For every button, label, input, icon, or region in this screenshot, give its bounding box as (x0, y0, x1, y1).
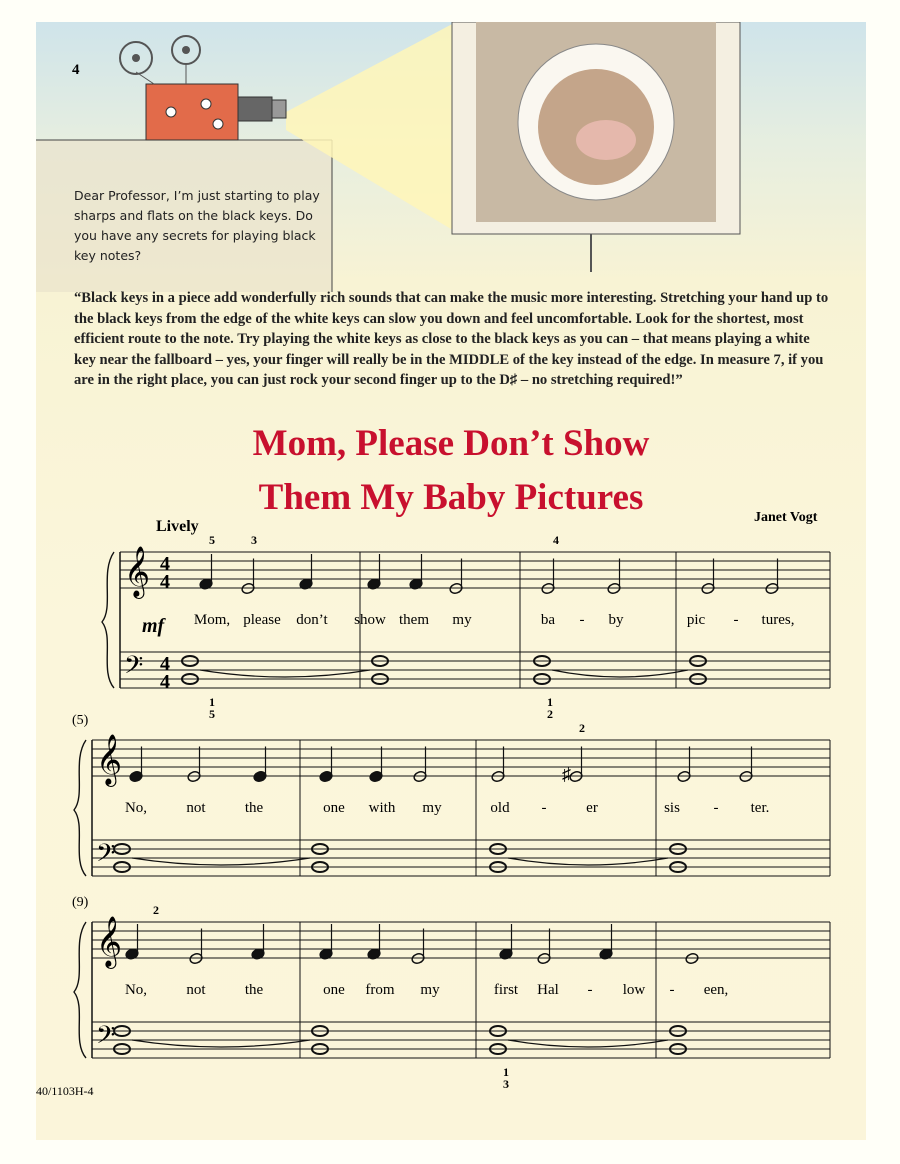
measure-number: (9) (72, 895, 89, 910)
fingering-number: 1 (547, 695, 553, 709)
fingering-number: 2 (153, 903, 159, 917)
grand-staff-brace (74, 740, 86, 876)
lyric-syllable: tures, (761, 612, 795, 628)
lyric-syllable: - (587, 982, 593, 998)
lyric-syllable: - (669, 982, 675, 998)
professor-answer: “Black keys in a piece add wonderfully rich sounds that can make the music more interesting. Stretching your hand up to the black keys from the edge of the white keys can slow you down and feel uncomfortable. Look for the shortest, most efficient route to the note. Try playing the white keys as close to the black keys as you can – that means playing a white key near the fallboard – yes, your finger will really be in the MIDDLE of the key instead of the edge. In measure 7, if you are in the right place, you can just rock your second finger up to the D♯ – no stretching required!” (74, 290, 829, 388)
letter-to-professor: Dear Professor, I’m just starting to play sharps and flats on the black keys. Do you have any secrets for playing black key notes? (74, 188, 320, 263)
lyric-syllable: een, (703, 982, 729, 998)
lyric-syllable: my (420, 982, 440, 998)
time-signature-bottom: 4 (160, 571, 170, 593)
fingering-number: 2 (547, 707, 553, 721)
bass-clef-icon: 𝄢 (124, 652, 144, 685)
fingering-number: 2 (579, 721, 585, 735)
lyric-syllable: No, (124, 982, 148, 998)
lyric-syllable: sis (664, 800, 680, 816)
lyric-syllable: my (452, 612, 472, 628)
sharp-accidental: ♯ (562, 764, 571, 784)
lyric-syllable: by (608, 612, 624, 628)
dynamic-marking: mf (142, 615, 165, 637)
book-page (36, 22, 866, 1140)
fingering-number: 5 (209, 533, 215, 547)
fingering-number: 1 (503, 1065, 509, 1079)
lyric-syllable: ba (540, 612, 556, 628)
grand-staff-brace (102, 552, 114, 688)
music-score (36, 22, 866, 1140)
fingering-number: 5 (209, 707, 215, 721)
fingering-number: 3 (503, 1077, 509, 1091)
lyric-syllable: please (243, 612, 281, 628)
lyric-syllable: from (365, 982, 395, 998)
lyric-syllable: - (579, 612, 585, 628)
tie (132, 858, 310, 865)
lyric-syllable: them (399, 612, 429, 628)
fingering-number: 3 (251, 533, 257, 547)
time-signature-top: 4 (160, 653, 170, 675)
lyric-syllable: No, (124, 800, 148, 816)
composer: Janet Vogt (754, 510, 818, 525)
publication-code: 40/1103H-4 (36, 1084, 94, 1098)
song-title-line-1: Mom, Please Don’t Show (252, 423, 650, 464)
tempo-marking: Lively (156, 518, 199, 535)
song-title-line-2: Them My Baby Pictures (258, 477, 644, 518)
treble-clef-icon: 𝄞 (96, 735, 123, 784)
lyric-syllable: old (490, 800, 510, 816)
grand-staff-brace (74, 922, 86, 1058)
lyric-syllable: show (354, 612, 386, 628)
lyric-syllable: my (422, 800, 442, 816)
lyric-syllable: with (368, 800, 396, 816)
lyric-syllable: - (733, 612, 739, 628)
lyric-syllable: one (323, 982, 345, 998)
lyric-syllable: - (713, 800, 719, 816)
tie (552, 670, 688, 677)
tie (200, 670, 370, 677)
lyric-syllable: the (244, 800, 264, 816)
lyric-syllable: Mom, (193, 612, 231, 628)
tie (508, 1040, 668, 1047)
lyric-syllable: pic (686, 612, 706, 628)
measure-number: (5) (72, 713, 89, 728)
treble-clef-icon: 𝄞 (96, 917, 123, 966)
lyric-syllable: first (493, 982, 519, 998)
lyric-syllable: one (323, 800, 345, 816)
fingering-number: 4 (553, 533, 559, 547)
bass-clef-icon: 𝄢 (96, 840, 116, 873)
fingering-number: 1 (209, 695, 215, 709)
lyric-syllable: don’t (296, 612, 328, 628)
tie (508, 858, 668, 865)
bass-clef-icon: 𝄢 (96, 1022, 116, 1055)
lyric-syllable: the (244, 982, 264, 998)
lyric-syllable: Hal (537, 982, 559, 998)
treble-clef-icon: 𝄞 (124, 547, 151, 596)
time-signature-top: 4 (160, 553, 170, 575)
time-signature-bottom: 4 (160, 671, 170, 693)
page-number: 4 (72, 62, 80, 78)
lyric-syllable: er (586, 800, 598, 816)
lyric-syllable: ter. (750, 800, 770, 816)
lyric-syllable: not (186, 982, 206, 998)
lyric-syllable: - (541, 800, 547, 816)
lyric-syllable: low (622, 982, 646, 998)
tie (132, 1040, 310, 1047)
lyric-syllable: not (186, 800, 206, 816)
